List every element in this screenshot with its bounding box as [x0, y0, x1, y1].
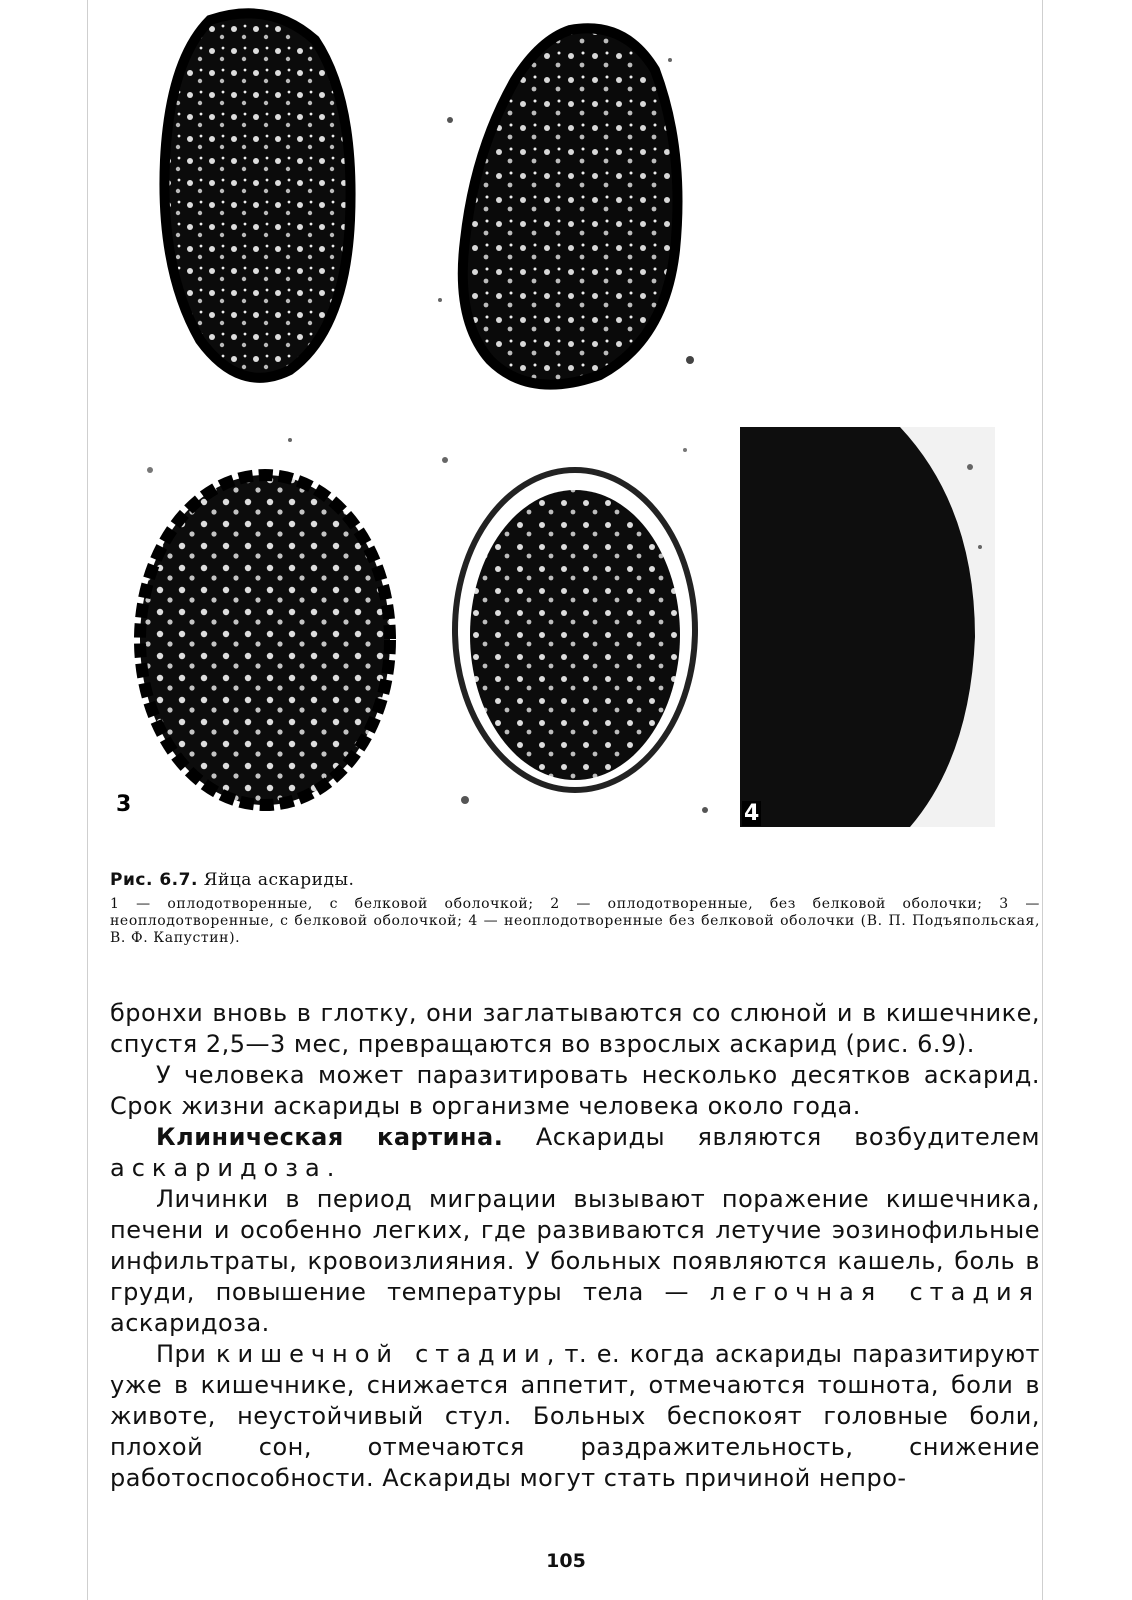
clinical-heading: Клиническая картина. — [156, 1123, 504, 1151]
paragraph-1: бронхи вновь в глотку, они заглатываются со слюной и в кишечнике, спустя 2,5—3 мес, превращаются во взрослых аскарид (рис. 6.9). — [110, 999, 1040, 1058]
body-text — [110, 998, 1040, 1494]
egg-photo-3 — [110, 430, 410, 830]
paragraph-4: Личинки в период миграции вызывают поражение кишечника, печени и особенно легких, где развиваются летучие эозинофильные инфильтраты, кровоизлияния. У больных появляются кашель, боль в груди, повышение температуры тела — легочная стадия аскаридоза. — [110, 1185, 1040, 1337]
panel-number-3: 3 — [116, 792, 132, 817]
egg-photo-2 — [420, 0, 710, 420]
caption-title — [110, 870, 1040, 890]
paragraph-5: При кишечной стадии, т. е. когда аскариды паразитируют уже в кишечнике, снижается аппетит, отмечаются тошнота, боли в животе, неустойчивый стул. Больных беспокоят головные боли, плохой сон, отмечаются раздражительность, снижение работоспособности. Аскариды могут стать причиной непро- — [110, 1340, 1041, 1492]
egg-photo-4 — [740, 427, 995, 827]
spaced-term-intestinal-stage: кишечной стадии — [216, 1340, 547, 1368]
figure-caption — [110, 870, 1040, 947]
scan-edge-left — [87, 0, 88, 1600]
paragraph-2: У человека может паразитировать несколько десятков аскарид. Срок жизни аскариды в организме человека около года. — [110, 1061, 1040, 1120]
egg-photo-1 — [140, 0, 380, 410]
scan-edge-right — [1042, 0, 1043, 1600]
egg-photo-3b — [425, 430, 725, 830]
spaced-term-lung-stage: легочная стадия — [709, 1278, 1040, 1306]
caption-title-text: Яйца аскариды. — [197, 870, 355, 890]
page-number: 105 — [546, 1550, 586, 1572]
caption-label: Рис. 6.7. — [110, 870, 198, 890]
spaced-term-ascariasis: аскаридоза — [110, 1154, 327, 1182]
panel-number-4: 4 — [744, 801, 760, 826]
paragraph-3: Клиническая картина. Аскариды являются возбудителем аскаридоза. — [110, 1123, 1040, 1182]
caption-body: 1 — оплодотворенные, с белковой оболочкой; 2 — оплодотворенные, без белковой оболочки; 3 — неоплодотворенные, с белковой оболочкой; 4 — неоплодотворенные без белковой оболочки (В. П. Подъяпольская, В. Ф. Капустин). — [110, 896, 1040, 946]
